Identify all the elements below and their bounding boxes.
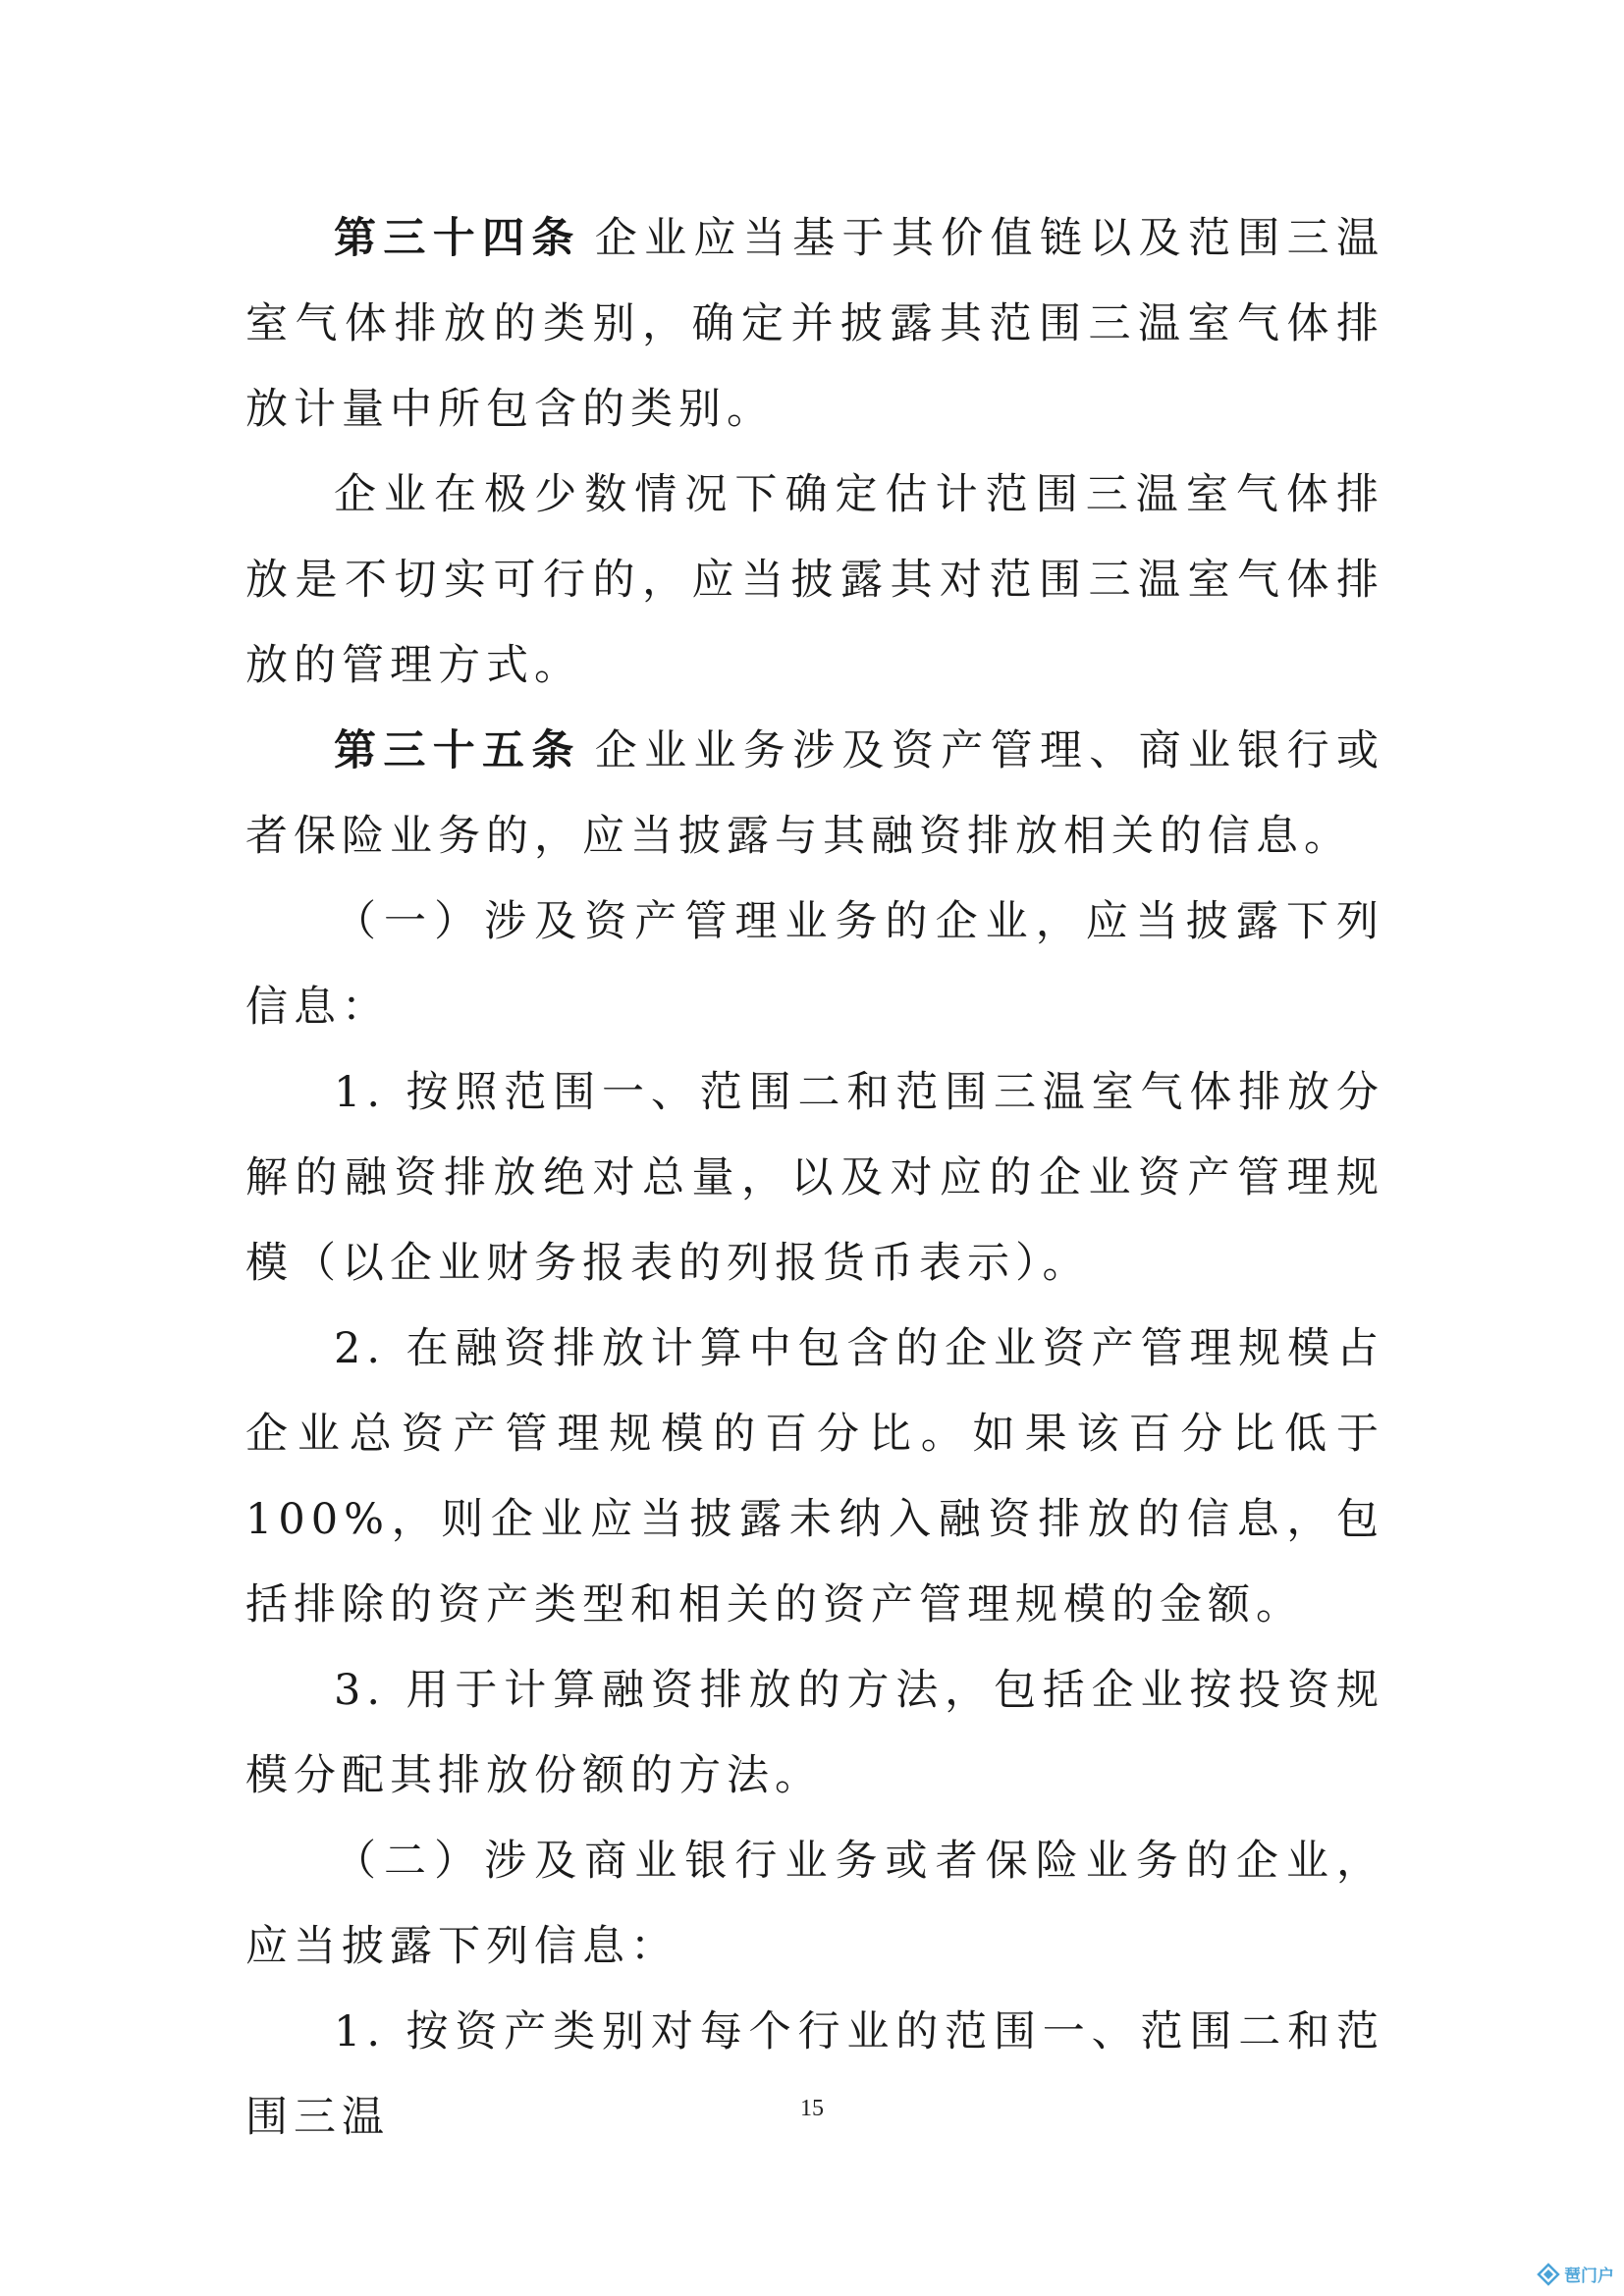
section-2-item-1: 1. 按资产类别对每个行业的范围一、范围二和范围三温 — [245, 2007, 1384, 2142]
article-34-number: 第三十四条 — [334, 214, 581, 263]
watermark — [1537, 2262, 1614, 2286]
section-1-item-3: 3. 用于计算融资排放的方法，包括企业按投资规模分配其排放份额的方法。 — [245, 1666, 1384, 1800]
article-35-text-1: 企业业务涉及资产管理、商业银行或者保险业务的，应当披露与其融资排放相关的信息。 — [245, 726, 1384, 861]
page-number: 15 — [800, 2096, 824, 2121]
section-1-heading: （一）涉及资产管理业务的企业，应当披露下列信息： — [245, 897, 1384, 1032]
section-1-item-2: 2. 在融资排放计算中包含的企业资产管理规模占企业总资产管理规模的百分比。如果该百分比低于 100%，则企业应当披露未纳入融资排放的信息，包括排除的资产类型和相关的资产管理规模的金额。 — [245, 1324, 1384, 1629]
diamond-logo-icon — [1537, 2263, 1560, 2286]
article-34-text-1: 企业应当基于其价值链以及范围三温室气体排放的类别，确定并披露其范围三温室气体排放计量中所包含的类别。 — [245, 214, 1384, 434]
section-2-heading: （二）涉及商业银行业务或者保险业务的企业，应当披露下列信息： — [245, 1837, 1384, 1971]
article-34-paragraph-1 — [245, 196, 1384, 453]
watermark-text: 琶门户 — [1564, 2267, 1614, 2286]
article-35-paragraph-1 — [245, 709, 1384, 880]
document-body — [245, 196, 1384, 2161]
section-1-item-1: 1. 按照范围一、范围二和范围三温室气体排放分解的融资排放绝对总量，以及对应的企业资产管理规模（以企业财务报表的列报货币表示）。 — [245, 1068, 1384, 1288]
article-34-paragraph-2: 企业在极少数情况下确定估计范围三温室气体排放是不切实可行的，应当披露其对范围三温室气体排放的管理方式。 — [245, 470, 1384, 690]
article-35-number: 第三十五条 — [334, 726, 581, 775]
